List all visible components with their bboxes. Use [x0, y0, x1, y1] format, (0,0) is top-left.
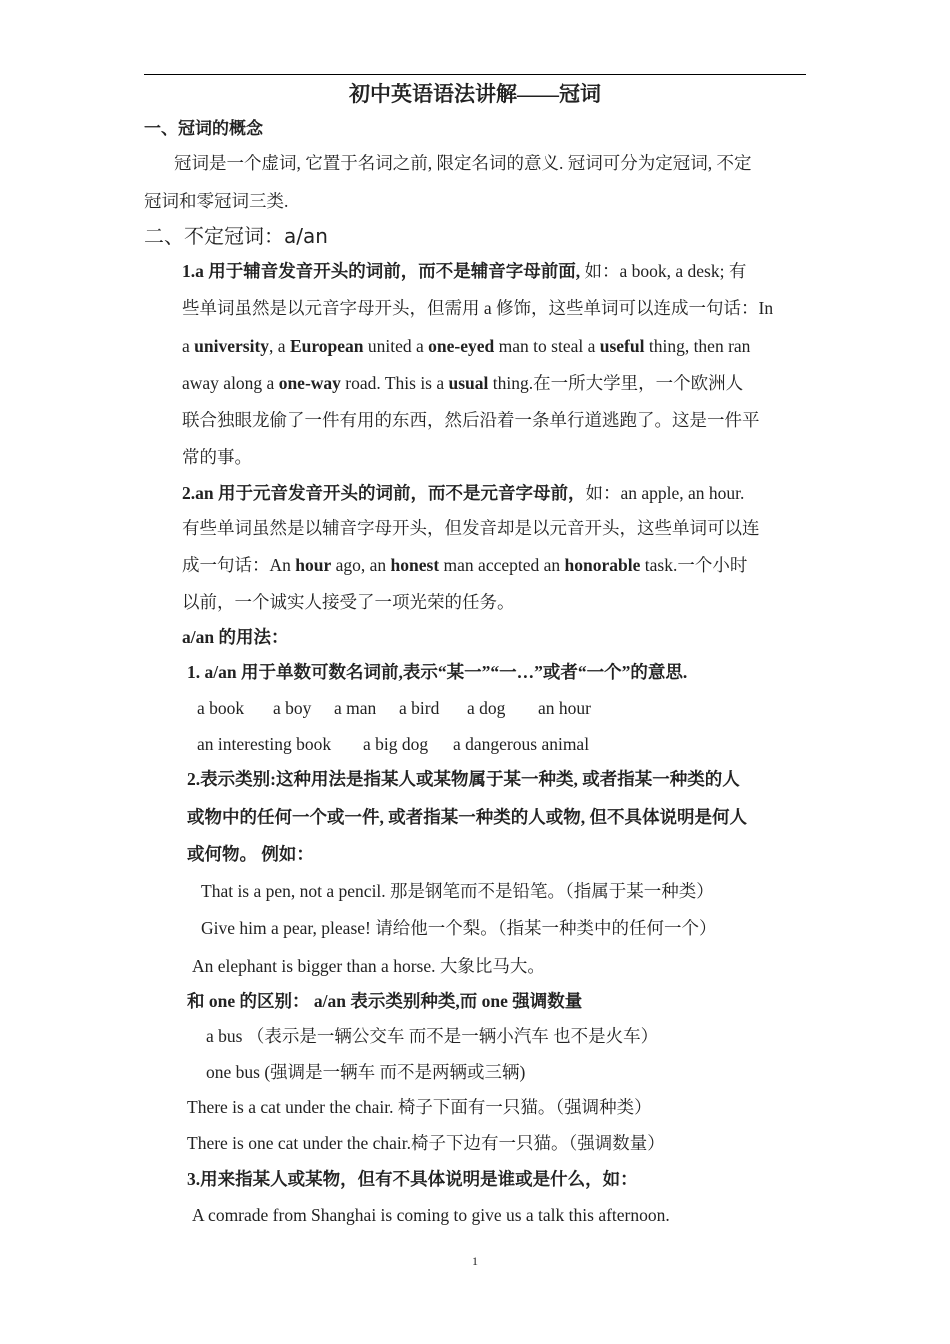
usage-2-line: 2.表示类别:这种用法是指某人或某物属于某一种类, 或者指某一种类的人 [187, 769, 740, 789]
paragraph-line: 联合独眼龙偷了一件有用的东西，然后沿着一条单行道逃跑了。这是一件平 [182, 410, 760, 430]
paragraph-line: 冠词是一个虚词, 它置于名词之前, 限定名词的意义. 冠词可分为定冠词, 不定 [174, 153, 752, 173]
example-word: a man [334, 698, 377, 718]
section-heading-concept: 一、冠词的概念 [144, 119, 263, 138]
paragraph-line: away along a one-way road. This is a usual thing.在一所大学里，一个欧洲人 [182, 373, 744, 393]
example-sentence: There is one cat under the chair.椅子下边有一只猫。（强调数量） [187, 1133, 665, 1153]
example-sentence: Give him a pear, please! 请给他一个梨。（指某一种类中的任何一个） [201, 918, 717, 938]
highlight-word: honorable [564, 555, 641, 575]
rule-a-line [182, 259, 746, 283]
usage-1-heading: 1. a/an 用于单数可数名词前,表示“某一”“一…”或者“一个”的意思. [187, 662, 688, 682]
paragraph-line: a university, a European united a one-eyed man to steal a useful thing, then ran [182, 336, 751, 356]
paragraph-line: 些单词虽然是以元音字母开头，但需用 a 修饰，这些单词可以连成一句话：In [182, 298, 774, 318]
rule-a-example: 如：a book, a desk; 有 [580, 261, 747, 281]
example-word: an hour [538, 698, 591, 718]
example-sentence: a bus （表示是一辆公交车 而不是一辆小汽车 也不是火车） [206, 1026, 659, 1046]
usage-heading: a/an 的用法： [182, 627, 289, 647]
rule-a-heading: 1.a 用于辅音发音开头的词前，而不是辅音字母前面, [182, 261, 581, 281]
example-sentence: one bus (强调是一辆车 而不是两辆或三辆) [206, 1062, 526, 1082]
header-rule [144, 74, 806, 75]
highlight-word: European [289, 336, 364, 356]
example-word: a book [197, 698, 245, 718]
rule-an-example: 如：an apple, an hour. [585, 483, 745, 503]
section-heading-indefinite-article: 二、不定冠词：a/an [144, 224, 328, 248]
example-sentence: An elephant is bigger than a horse. 大象比马大。 [192, 956, 545, 976]
highlight-word: one-way [278, 373, 341, 393]
example-word: a dangerous animal [453, 734, 590, 754]
one-comparison-heading: 和 one 的区别： a/an 表示类别种类,而 one 强调数量 [187, 991, 583, 1011]
example-word: a bird [399, 698, 440, 718]
paragraph-line: 有些单词虽然是以辅音字母开头，但发音却是以元音开头，这些单词可以连 [182, 518, 760, 538]
example-word-row [197, 732, 589, 756]
example-sentence: That is a pen, not a pencil. 那是钢笔而不是铅笔。（指属于某一种类） [201, 881, 714, 901]
paragraph-line: 常的事。 [182, 447, 252, 467]
usage-3-heading: 3.用来指某人或某物，但有不具体说明是谁或是什么，如： [187, 1169, 638, 1189]
paragraph-line: 成一句话：An hour ago, an honest man accepted an honorable task.一个小时 [182, 555, 748, 575]
page-title: 初中英语语法讲解——冠词 [349, 82, 601, 106]
highlight-word: one-eyed [428, 336, 495, 356]
example-word: a boy [273, 698, 312, 718]
usage-2-line: 或何物。 例如： [187, 844, 314, 864]
paragraph-line: 以前，一个诚实人接受了一项光荣的任务。 [182, 592, 515, 612]
highlight-word: hour [295, 555, 332, 575]
highlight-word: usual [448, 373, 489, 393]
example-sentence: A comrade from Shanghai is coming to give us a talk this afternoon. [192, 1205, 670, 1225]
rule-an-line [182, 481, 744, 505]
example-word: an interesting book [197, 734, 332, 754]
example-word: a dog [467, 698, 506, 718]
paragraph-line: 冠词和零冠词三类. [144, 191, 289, 211]
example-word: a big dog [363, 734, 429, 754]
highlight-word: university [194, 336, 270, 356]
rule-an-heading: 2.an 用于元音发音开头的词前，而不是元音字母前， [182, 483, 586, 503]
highlight-word: honest [390, 555, 440, 575]
highlight-word: useful [599, 336, 645, 356]
example-sentence: There is a cat under the chair. 椅子下面有一只猫。（强调种类） [187, 1097, 652, 1117]
page-number: 1 [472, 1254, 478, 1268]
example-word-row [197, 696, 591, 720]
usage-2-line: 或物中的任何一个或一件, 或者指某一种类的人或物, 但不具体说明是何人 [187, 807, 747, 827]
